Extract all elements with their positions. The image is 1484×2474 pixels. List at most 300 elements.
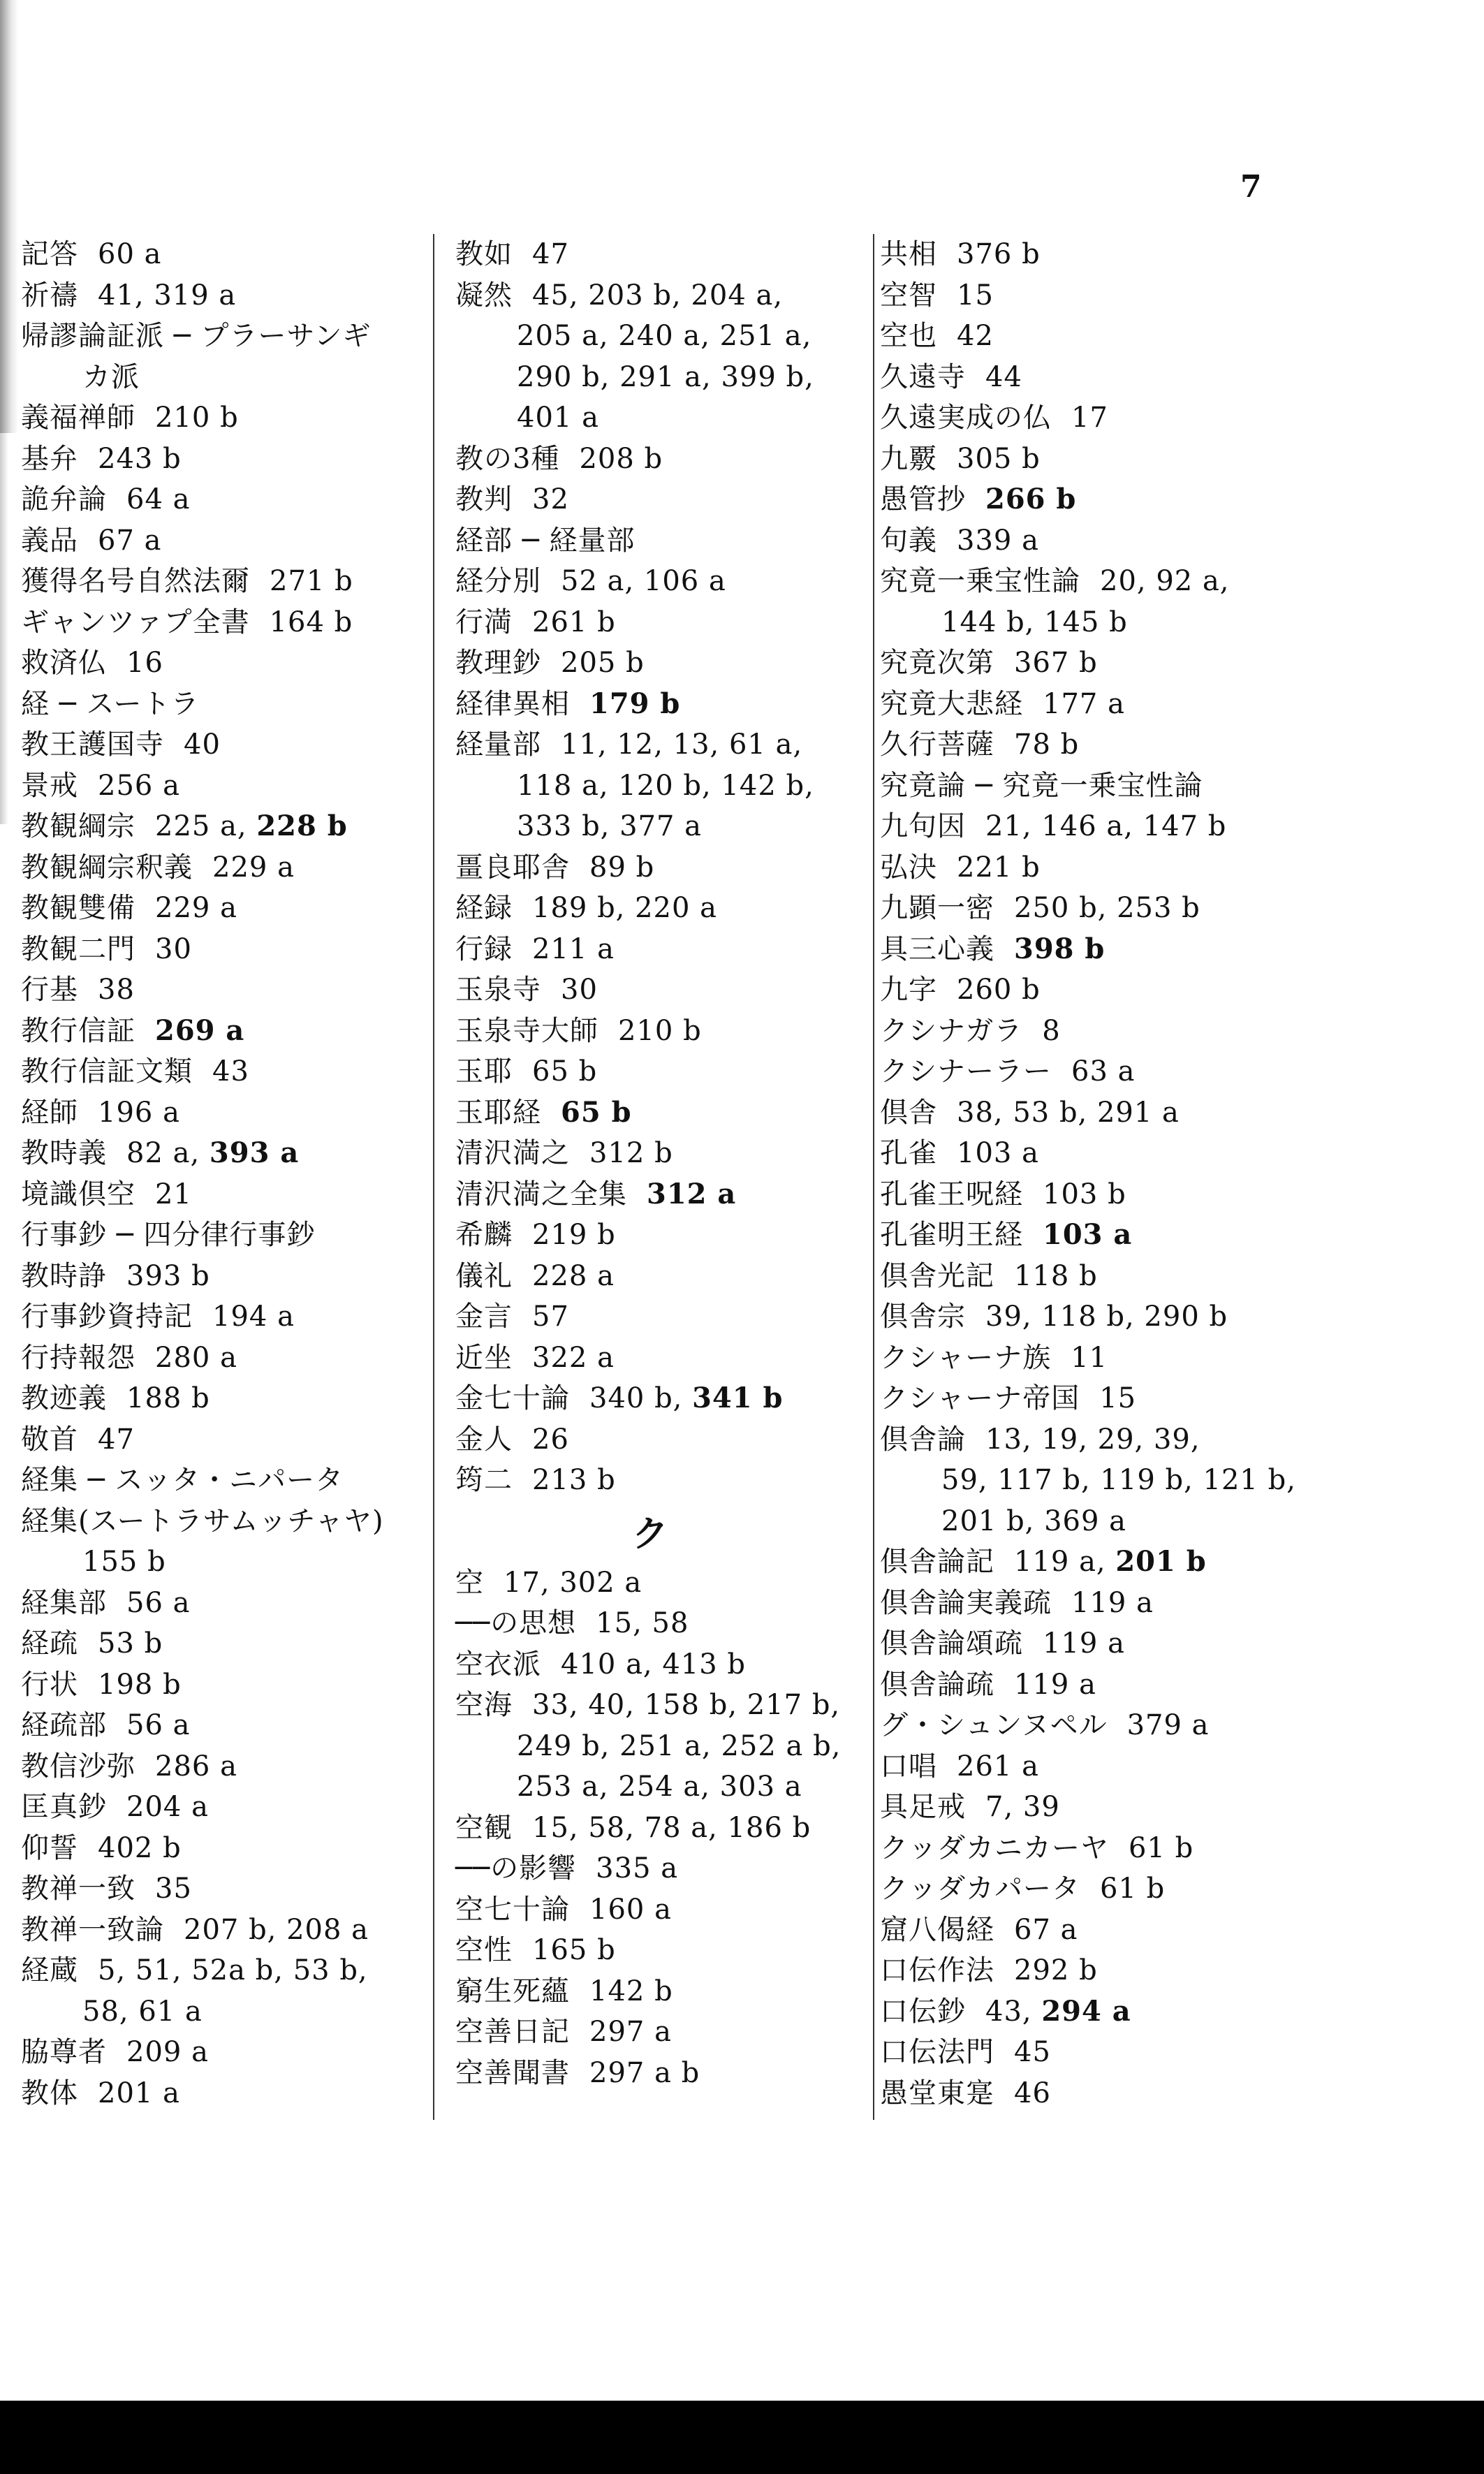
entry-term: ギャンツァプ全書	[21, 606, 250, 638]
index-entry	[880, 1092, 1327, 1134]
index-column-1	[21, 234, 440, 2120]
entry-page-refs: 280 a	[155, 1341, 237, 1374]
entry-page-refs: 165 b	[532, 1934, 616, 1966]
index-entry	[455, 1092, 866, 1134]
entry-page-refs: 65 b	[532, 1055, 598, 1088]
index-entry	[21, 1011, 440, 1052]
entry-term: 久遠寺	[880, 360, 966, 393]
index-entry	[455, 1848, 866, 1889]
index-entry	[455, 1460, 866, 1501]
index-entry	[21, 1583, 440, 1624]
entry-page-refs: 103 b	[1043, 1178, 1126, 1210]
index-entry	[455, 684, 866, 725]
section-heading: ク	[631, 1512, 668, 1556]
index-entry	[21, 643, 440, 684]
index-entry	[880, 1542, 1327, 1583]
page-number: 7	[1240, 169, 1262, 205]
entry-page-refs: 164 b	[269, 606, 353, 638]
index-entry	[455, 1174, 866, 1215]
entry-continuation: 333 b, 377 a	[517, 810, 703, 842]
entry-page-refs: 205 b	[561, 647, 645, 679]
index-entry	[880, 1338, 1327, 1379]
index-entry	[21, 1501, 440, 1542]
index-entry	[21, 316, 440, 357]
entry-term: 空海	[455, 1689, 513, 1721]
entry-term: 久行菩薩	[880, 729, 994, 761]
entry-page-refs: 21, 146 a, 147 b	[985, 810, 1227, 842]
index-entry	[880, 479, 1327, 520]
entry-term: 記答	[21, 238, 78, 270]
entry-page-refs: 64 a	[126, 483, 191, 515]
index-entry	[880, 439, 1327, 480]
entry-term: 教行信証文類	[21, 1055, 193, 1088]
entry-page-refs: 89 b	[589, 851, 655, 884]
entry-term: 詭弁論	[21, 483, 107, 515]
entry-page-refs: 250 b, 253 b	[1014, 892, 1200, 924]
entry-term: 空性	[455, 1934, 513, 1966]
index-entry	[455, 2012, 866, 2053]
index-entry	[21, 1296, 440, 1338]
entry-term: 共相	[880, 238, 937, 270]
index-entry	[880, 1051, 1327, 1092]
entry-term: 行基	[21, 974, 78, 1006]
entry-term: 教観二門	[21, 932, 135, 965]
entry-continuation: 118 a, 120 b, 142 b,	[517, 769, 814, 802]
entry-term: 玉泉寺	[455, 974, 541, 1006]
index-entry	[21, 357, 440, 398]
entry-page-refs: 15	[957, 279, 994, 312]
entry-term: 空善聞書	[455, 2056, 570, 2089]
entry-term: 教迹義	[21, 1382, 107, 1414]
entry-term: クッダカパータ	[880, 1873, 1080, 1905]
index-entry	[455, 439, 866, 480]
index-entry	[21, 234, 440, 275]
entry-term: 行持報怨	[21, 1341, 135, 1374]
entry-page-refs: 67 a	[1014, 1913, 1078, 1946]
index-entry	[880, 1787, 1327, 1828]
index-entry	[880, 1705, 1327, 1746]
entry-term: 空也	[880, 320, 937, 352]
entry-page-refs: 44	[985, 360, 1022, 393]
entry-page-refs: 297 a b	[589, 2056, 700, 2089]
entry-page-refs: 46	[1014, 2077, 1051, 2109]
index-entry	[21, 1868, 440, 1910]
entry-page-refs: 43,	[985, 1995, 1032, 2028]
entry-page-refs: 312 b	[589, 1137, 673, 1169]
index-entry	[21, 1542, 440, 1583]
entry-page-refs: 20, 92 a,	[1100, 565, 1230, 597]
index-entry	[455, 357, 866, 398]
entry-term: 基弁	[21, 442, 78, 475]
entry-page-refs: 11	[1071, 1341, 1108, 1374]
entry-term: 教観綱宗	[21, 810, 135, 842]
index-entry	[455, 1051, 866, 1092]
entry-page-refs: 189 b, 220 a	[532, 892, 718, 924]
entry-term: 経集 ─ スッタ・ニパータ	[21, 1464, 344, 1496]
index-entry	[21, 602, 440, 643]
index-entry	[21, 1828, 440, 1869]
entry-page-refs: 261 b	[532, 606, 616, 638]
entry-page-refs: 61 b	[1100, 1873, 1166, 1905]
entry-page-refs: 229 a	[155, 892, 237, 924]
entry-term: 経疏	[21, 1627, 78, 1660]
index-entry	[455, 602, 866, 643]
index-entry	[21, 847, 440, 888]
index-entry	[455, 1889, 866, 1931]
index-entry	[880, 847, 1327, 888]
entry-term: 九顕一密	[880, 892, 994, 924]
entry-continuation: 155 b	[82, 1546, 166, 1578]
entry-page-refs: 196 a	[98, 1096, 180, 1129]
entry-page-refs: 119 a,	[1014, 1546, 1106, 1578]
entry-term: 境識倶空	[21, 1178, 135, 1210]
entry-term: 愚堂東寔	[880, 2077, 994, 2109]
entry-page-refs: 271 b	[270, 565, 353, 597]
index-entry	[455, 1419, 866, 1461]
entry-term: 究竟一乗宝性論	[880, 565, 1080, 597]
entry-page-refs: 219 b	[532, 1219, 616, 1251]
index-entry	[455, 1378, 866, 1419]
entry-term: グ・シュンヌペル	[880, 1709, 1108, 1741]
entry-term: 仰誓	[21, 1831, 78, 1864]
index-entry	[455, 479, 866, 520]
index-entry	[455, 1930, 866, 1971]
index-entry	[880, 1828, 1327, 1869]
index-entry	[455, 969, 866, 1011]
index-entry	[880, 2073, 1327, 2114]
entry-term: 金七十論	[455, 1382, 570, 1414]
entry-term: 経部 ─ 経量部	[455, 524, 636, 557]
entry-term: 具三心義	[880, 932, 994, 965]
entry-term: クッダカニカーヤ	[880, 1831, 1109, 1864]
entry-term: クシャーナ帝国	[880, 1382, 1080, 1414]
entry-term: 教観綱宗釈義	[21, 851, 193, 884]
entry-term: 究竟論 ─ 究竟一乗宝性論	[880, 769, 1203, 802]
entry-term: 教理鈔	[455, 647, 541, 679]
index-entry	[21, 520, 440, 562]
entry-term: 近坐	[455, 1341, 513, 1374]
entry-term: 清沢満之全集	[455, 1178, 627, 1210]
entry-term: 教禅一致	[21, 1873, 135, 1905]
entry-page-refs: 119 a	[1014, 1668, 1096, 1701]
entry-page-refs: 56 a	[126, 1709, 191, 1741]
entry-term: 筠二	[455, 1464, 513, 1496]
entry-term: 玉泉寺大師	[455, 1014, 598, 1047]
entry-page-refs: 393 b	[126, 1259, 210, 1292]
entry-term: 帰謬論証派 ─ プラーサンギ	[21, 320, 372, 352]
index-column-3	[873, 234, 1327, 2120]
index-entry	[21, 1215, 440, 1256]
index-entry	[880, 1950, 1327, 1991]
entry-term: 空	[455, 1566, 484, 1599]
entry-term: 教信沙弥	[21, 1750, 135, 1783]
index-column-2	[433, 234, 866, 2120]
entry-page-refs: 53 b	[98, 1627, 163, 1660]
entry-term: 玉耶経	[455, 1096, 541, 1129]
entry-page-refs: 30	[561, 974, 598, 1006]
index-entry	[21, 1460, 440, 1501]
entry-page-refs: 41, 319 a	[98, 279, 237, 312]
entry-page-refs: 198 b	[98, 1668, 182, 1701]
entry-term: 経 ─ スートラ	[21, 687, 200, 720]
entry-term: 祈禱	[21, 279, 78, 312]
index-entry	[880, 888, 1327, 929]
entry-page-refs: 5, 51, 52a b, 53 b,	[98, 1954, 368, 1986]
entry-term: ──の影響	[455, 1852, 577, 1884]
entry-page-refs: 7, 39	[985, 1791, 1060, 1823]
index-entry	[455, 643, 866, 684]
entry-page-refs: 207 b, 208 a	[184, 1913, 369, 1946]
entry-continuation: 253 a, 254 a, 303 a	[517, 1771, 802, 1803]
entry-term: 玉耶	[455, 1055, 513, 1088]
entry-main-page-ref: 294 a	[1041, 1994, 1131, 2028]
index-entry	[455, 1133, 866, 1174]
index-entry	[880, 1623, 1327, 1664]
entry-page-refs: 8	[1042, 1014, 1061, 1047]
index-entry	[880, 1746, 1327, 1787]
entry-term: ──の思想	[455, 1607, 577, 1639]
index-entry	[455, 234, 866, 275]
index-entry	[455, 275, 866, 316]
entry-term: 行事鈔 ─ 四分律行事鈔	[21, 1219, 316, 1251]
entry-page-refs: 335 a	[596, 1852, 679, 1884]
index-entry	[880, 643, 1327, 684]
index-entry	[21, 1338, 440, 1379]
entry-page-refs: 40	[184, 729, 221, 761]
index-entry	[455, 1562, 866, 1604]
entry-main-page-ref: 312 a	[647, 1177, 737, 1210]
entry-page-refs: 225 a,	[155, 810, 247, 842]
entry-page-refs: 261 a	[957, 1750, 1039, 1783]
entry-term: 教行信証	[21, 1014, 135, 1047]
entry-page-refs: 211 a	[532, 932, 615, 965]
entry-term: 教王護国寺	[21, 729, 164, 761]
index-entry	[880, 2032, 1327, 2073]
entry-term: 経蔵	[21, 1954, 78, 1986]
index-entry	[21, 2032, 440, 2073]
index-entry	[880, 1501, 1327, 1542]
entry-term: 畺良耶舎	[455, 851, 570, 884]
entry-page-refs: 305 b	[957, 442, 1041, 475]
entry-page-refs: 188 b	[126, 1382, 210, 1414]
entry-page-refs: 256 a	[98, 769, 180, 802]
entry-page-refs: 15	[1099, 1382, 1137, 1414]
entry-continuation: 58, 61 a	[82, 1995, 203, 2028]
entry-term: 倶舎論	[880, 1423, 966, 1456]
index-entry	[880, 969, 1327, 1011]
index-entry	[21, 1256, 440, 1297]
entry-page-refs: 11, 12, 13, 61 a,	[561, 729, 803, 761]
index-entry	[880, 1011, 1327, 1052]
entry-term: 倶舎論記	[880, 1546, 994, 1578]
index-entry	[21, 1950, 440, 1991]
entry-term: 孔雀	[880, 1137, 937, 1169]
index-entry	[21, 1092, 440, 1134]
index-entry	[880, 766, 1327, 807]
entry-page-refs: 297 a	[589, 2016, 672, 2048]
index-entry	[455, 1971, 866, 2012]
page-edge-shadow-lower	[0, 433, 8, 824]
entry-page-refs: 402 b	[98, 1831, 182, 1864]
index-entry	[880, 1378, 1327, 1419]
index-entry	[455, 397, 866, 439]
entry-term: 倶舎光記	[880, 1259, 994, 1292]
entry-page-refs: 30	[155, 932, 192, 965]
entry-page-refs: 15, 58	[596, 1607, 689, 1639]
entry-page-refs: 17	[1071, 402, 1108, 434]
index-entry	[21, 969, 440, 1011]
entry-page-refs: 60 a	[98, 238, 162, 270]
entry-page-refs: 45, 203 b, 204 a,	[532, 279, 784, 312]
index-entry	[21, 806, 440, 847]
entry-main-page-ref: 103 a	[1043, 1218, 1133, 1251]
index-entry	[21, 888, 440, 929]
entry-term: 窟八偈経	[880, 1913, 994, 1946]
entry-page-refs: 201 a	[98, 2077, 180, 2109]
entry-page-refs: 17, 302 a	[504, 1566, 642, 1599]
entry-term: 空観	[455, 1811, 513, 1844]
entry-page-refs: 286 a	[155, 1750, 237, 1783]
entry-page-refs: 194 a	[212, 1301, 295, 1333]
index-entry	[880, 397, 1327, 439]
entry-page-refs: 38, 53 b, 291 a	[957, 1096, 1180, 1129]
entry-term: 景戒	[21, 769, 78, 802]
index-entry	[21, 1623, 440, 1664]
entry-page-refs: 208 b	[579, 442, 663, 475]
entry-page-refs: 82 a,	[126, 1137, 200, 1169]
entry-term: クシナーラー	[880, 1055, 1052, 1088]
page-edge-shadow	[0, 0, 18, 433]
entry-main-page-ref: 179 b	[589, 687, 681, 720]
entry-term: 口伝鈔	[880, 1995, 966, 2028]
entry-page-refs: 142 b	[589, 1975, 673, 2007]
entry-term: 倶舎宗	[880, 1301, 966, 1333]
entry-main-page-ref: 341 b	[692, 1382, 784, 1414]
entry-page-refs: 42	[957, 320, 994, 352]
entry-term: 口唱	[880, 1750, 937, 1783]
entry-page-refs: 209 a	[126, 2036, 209, 2068]
entry-term: 空善日記	[455, 2016, 570, 2048]
entry-term: 儀礼	[455, 1259, 513, 1292]
entry-page-refs: 63 a	[1071, 1055, 1136, 1088]
entry-term: 経量部	[455, 729, 541, 761]
entry-continuation: カ派	[82, 360, 140, 393]
index-entry	[21, 766, 440, 807]
index-entry	[21, 1705, 440, 1746]
entry-term: 具足戒	[880, 1791, 966, 1823]
entry-term: 窮生死蘊	[455, 1975, 570, 2007]
entry-term: 義品	[21, 524, 78, 557]
index-entry	[21, 724, 440, 766]
entry-continuation: 201 b, 369 a	[941, 1505, 1127, 1537]
entry-term: 救済仏	[21, 647, 107, 679]
entry-term: 金人	[455, 1423, 513, 1456]
entry-page-refs: 367 b	[1014, 647, 1098, 679]
entry-main-page-ref: 266 b	[985, 483, 1077, 515]
entry-term: 凝然	[455, 279, 513, 312]
entry-page-refs: 340 b,	[589, 1382, 683, 1414]
entry-term: 空智	[880, 279, 937, 312]
entry-term: 教判	[455, 483, 513, 515]
entry-page-refs: 78 b	[1014, 729, 1080, 761]
entry-main-page-ref: 228 b	[256, 810, 348, 842]
entry-page-refs: 119 a	[1043, 1627, 1125, 1660]
entry-continuation: 59, 117 b, 119 b, 121 b,	[941, 1464, 1296, 1496]
entry-term: 行状	[21, 1668, 78, 1701]
entry-term: 行録	[455, 932, 513, 965]
entry-term: 教観雙備	[21, 892, 135, 924]
index-entry	[455, 1296, 866, 1338]
entry-page-refs: 213 b	[532, 1464, 616, 1496]
index-entry	[455, 1603, 866, 1644]
index-entry	[21, 275, 440, 316]
index-entry	[21, 2073, 440, 2114]
entry-page-refs: 56 a	[126, 1586, 191, 1619]
index-entry	[21, 1174, 440, 1215]
entry-main-page-ref: 398 b	[1014, 932, 1105, 965]
entry-page-refs: 45	[1014, 2036, 1051, 2068]
entry-page-refs: 15, 58, 78 a, 186 b	[532, 1811, 811, 1844]
entry-page-refs: 210 b	[618, 1014, 702, 1047]
entry-page-refs: 177 a	[1043, 687, 1125, 720]
index-entry	[880, 357, 1327, 398]
index-entry	[21, 561, 440, 602]
entry-term: クシナガラ	[880, 1014, 1023, 1047]
entry-page-refs: 118 b	[1014, 1259, 1098, 1292]
entry-term: 究竟大悲経	[880, 687, 1023, 720]
entry-page-refs: 13, 19, 29, 39,	[985, 1423, 1200, 1456]
entry-page-refs: 376 b	[957, 238, 1041, 270]
entry-main-page-ref: 393 a	[209, 1136, 300, 1169]
entry-page-refs: 204 a	[126, 1791, 209, 1823]
entry-term: 九句因	[880, 810, 966, 842]
index-entry	[455, 1808, 866, 1849]
entry-term: 経分別	[455, 565, 541, 597]
index-entry	[455, 1256, 866, 1297]
entry-term: 倶舎論実義疏	[880, 1586, 1052, 1619]
index-entry	[880, 1460, 1327, 1501]
entry-term: 九字	[880, 974, 937, 1006]
entry-continuation: 144 b, 145 b	[941, 606, 1128, 638]
entry-term: 敬首	[21, 1423, 78, 1456]
entry-term: 教禅一致論	[21, 1913, 164, 1946]
entry-page-refs: 21	[155, 1178, 192, 1210]
entry-term: 経師	[21, 1096, 78, 1129]
index-entry	[880, 316, 1327, 357]
entry-page-refs: 39, 118 b, 290 b	[985, 1301, 1228, 1333]
entry-term: 教の3種	[455, 442, 560, 475]
entry-page-refs: 38	[98, 974, 135, 1006]
index-entry	[21, 479, 440, 520]
entry-page-refs: 33, 40, 158 b, 217 b,	[532, 1689, 841, 1721]
index-entry	[455, 1766, 866, 1808]
index-entry	[455, 1685, 866, 1726]
index-entry	[880, 1419, 1327, 1461]
entry-term: 久遠実成の仏	[880, 402, 1052, 434]
entry-term: 倶舎論疏	[880, 1668, 994, 1701]
entry-page-refs: 67 a	[98, 524, 162, 557]
index-entry	[455, 929, 866, 970]
entry-page-refs: 47	[532, 238, 569, 270]
index-entry	[455, 724, 866, 766]
entry-term: 倶舎	[880, 1096, 937, 1129]
index-entry	[880, 1256, 1327, 1297]
entry-page-refs: 260 b	[957, 974, 1041, 1006]
entry-term: 経録	[455, 892, 513, 924]
entry-term: 希麟	[455, 1219, 513, 1251]
entry-term: 金言	[455, 1301, 513, 1333]
entry-page-refs: 35	[155, 1873, 192, 1905]
